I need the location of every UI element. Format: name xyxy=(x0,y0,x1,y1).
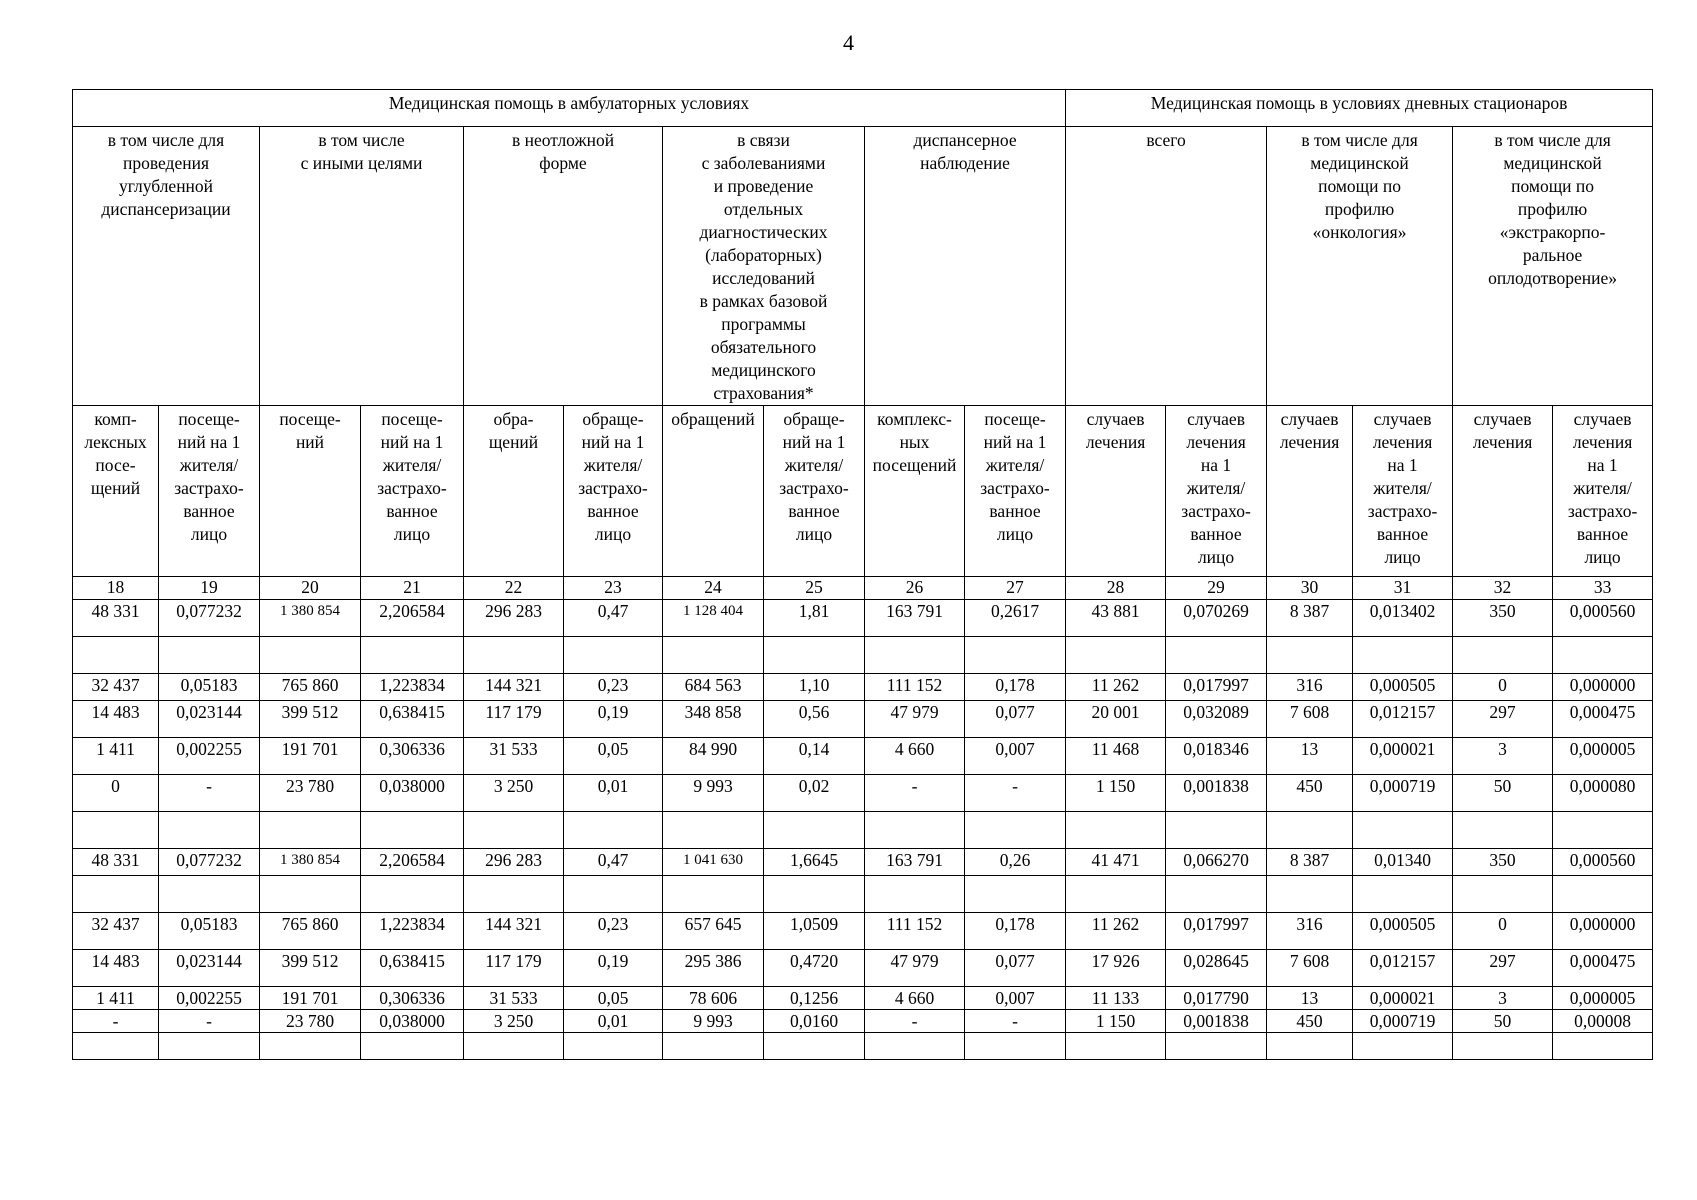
table-cell: 23 780 xyxy=(260,1010,361,1033)
table-cell: 0,178 xyxy=(965,674,1066,701)
table-cell: 0 xyxy=(1453,674,1553,701)
table-cell xyxy=(1353,812,1453,849)
table-cell: 0,000000 xyxy=(1553,913,1653,950)
table-cell: 117 179 xyxy=(464,950,564,987)
table-cell xyxy=(73,637,159,674)
table-cell xyxy=(865,637,965,674)
column-number: 23 xyxy=(564,577,663,600)
column-number: 20 xyxy=(260,577,361,600)
table-cell: 43 881 xyxy=(1066,600,1166,637)
table-cell xyxy=(1453,812,1553,849)
table-cell: 163 791 xyxy=(865,600,965,637)
table-cell: 0,05183 xyxy=(159,674,260,701)
unit-header: обра- щений xyxy=(464,406,564,577)
group-header: в неотложной форме xyxy=(464,127,663,406)
table-cell: 0,000005 xyxy=(1553,738,1653,775)
table-cell xyxy=(564,812,663,849)
table-row xyxy=(73,812,1653,849)
table-cell: 0,001838 xyxy=(1166,1010,1267,1033)
table-cell xyxy=(361,876,464,913)
table-cell: 84 990 xyxy=(663,738,764,775)
column-number: 27 xyxy=(965,577,1066,600)
table-cell: 47 979 xyxy=(865,950,965,987)
table-cell: 0,178 xyxy=(965,913,1066,950)
table-cell xyxy=(260,637,361,674)
table-row xyxy=(73,701,1653,738)
table-cell: 1,6645 xyxy=(764,849,865,876)
table-cell: 0,000475 xyxy=(1553,950,1653,987)
column-number: 30 xyxy=(1267,577,1353,600)
table-cell: 0,002255 xyxy=(159,987,260,1010)
table-cell: 0,038000 xyxy=(361,1010,464,1033)
table-cell: 1 128 404 xyxy=(663,600,764,637)
section-header-day-hospital: Медицинская помощь в условиях дневных стационаров xyxy=(1066,90,1653,127)
table-cell: 0,56 xyxy=(764,701,865,738)
column-number: 28 xyxy=(1066,577,1166,600)
column-number: 21 xyxy=(361,577,464,600)
table-row xyxy=(73,876,1653,913)
table-cell xyxy=(260,876,361,913)
column-number: 22 xyxy=(464,577,564,600)
table-cell: - xyxy=(865,775,965,812)
table-cell xyxy=(1267,1033,1353,1060)
unit-header: комплекс- ных посещений xyxy=(865,406,965,577)
table-cell: - xyxy=(159,775,260,812)
table-cell: 50 xyxy=(1453,1010,1553,1033)
table-cell: 23 780 xyxy=(260,775,361,812)
table-cell: - xyxy=(865,1010,965,1033)
table-cell xyxy=(159,876,260,913)
table-cell xyxy=(1453,876,1553,913)
table-cell xyxy=(663,876,764,913)
table-cell: 8 387 xyxy=(1267,600,1353,637)
table-cell: 0,000560 xyxy=(1553,849,1653,876)
table-cell: 297 xyxy=(1453,950,1553,987)
table-cell: 0,19 xyxy=(564,701,663,738)
table-cell: 0,000719 xyxy=(1353,775,1453,812)
table-cell: 684 563 xyxy=(663,674,764,701)
unit-header: обраще- ний на 1 жителя/ застрахо- ванное лицо xyxy=(764,406,865,577)
table-cell: 0,000475 xyxy=(1553,701,1653,738)
table-cell xyxy=(965,812,1066,849)
table-cell: 0,023144 xyxy=(159,950,260,987)
table-cell: 0,05 xyxy=(564,987,663,1010)
table-cell: 0,000005 xyxy=(1553,987,1653,1010)
table-cell: 0,000000 xyxy=(1553,674,1653,701)
group-header: в связи с заболеваниями и проведение отдельных диагностических (лабораторных) исследований в рамках базовой программы обязательного медицинского страхования* xyxy=(663,127,865,406)
table-cell: 1 041 630 xyxy=(663,849,764,876)
unit-header: посеще- ний xyxy=(260,406,361,577)
table-cell: 13 xyxy=(1267,738,1353,775)
table-cell: 1,223834 xyxy=(361,674,464,701)
table-cell xyxy=(361,637,464,674)
table-cell: 111 152 xyxy=(865,913,965,950)
table-cell xyxy=(1453,1033,1553,1060)
table-cell: 191 701 xyxy=(260,987,361,1010)
table-cell xyxy=(260,1033,361,1060)
table-cell: 450 xyxy=(1267,1010,1353,1033)
table-cell: 0,47 xyxy=(564,600,663,637)
table-cell xyxy=(764,1033,865,1060)
table-cell xyxy=(1166,876,1267,913)
table-cell: 14 483 xyxy=(73,701,159,738)
table-cell xyxy=(1353,637,1453,674)
table-cell: 0,23 xyxy=(564,674,663,701)
unit-header-row xyxy=(73,406,1653,577)
table-cell xyxy=(73,812,159,849)
table-cell: 1,81 xyxy=(764,600,865,637)
table-cell: 48 331 xyxy=(73,600,159,637)
table-cell xyxy=(663,637,764,674)
table-cell: 0,000505 xyxy=(1353,674,1453,701)
table-cell: 47 979 xyxy=(865,701,965,738)
table-cell: - xyxy=(965,1010,1066,1033)
column-number: 24 xyxy=(663,577,764,600)
table-cell: 3 xyxy=(1453,738,1553,775)
table-cell: 9 993 xyxy=(663,1010,764,1033)
table-cell: 163 791 xyxy=(865,849,965,876)
table-cell: 0,077 xyxy=(965,950,1066,987)
unit-header: случаев лечения xyxy=(1066,406,1166,577)
column-number: 19 xyxy=(159,577,260,600)
section-header-row xyxy=(73,90,1653,127)
unit-header: случаев лечения на 1 жителя/ застрахо- ванное лицо xyxy=(1166,406,1267,577)
table-cell xyxy=(1553,637,1653,674)
table-cell: 0,05183 xyxy=(159,913,260,950)
table-cell: 0,638415 xyxy=(361,950,464,987)
table-cell: 0,19 xyxy=(564,950,663,987)
data-table xyxy=(72,89,1653,1060)
column-number: 32 xyxy=(1453,577,1553,600)
table-cell: 3 250 xyxy=(464,775,564,812)
table-cell: 0,013402 xyxy=(1353,600,1453,637)
table-cell: 41 471 xyxy=(1066,849,1166,876)
table-cell xyxy=(564,876,663,913)
group-header: в том числе для медицинской помощи по профилю «онкология» xyxy=(1267,127,1453,406)
table-cell: 0,002255 xyxy=(159,738,260,775)
table-cell: 7 608 xyxy=(1267,701,1353,738)
unit-header: случаев лечения xyxy=(1267,406,1353,577)
table-cell xyxy=(1553,876,1653,913)
column-number: 29 xyxy=(1166,577,1267,600)
column-number: 18 xyxy=(73,577,159,600)
table-cell: 8 387 xyxy=(1267,849,1353,876)
table-cell xyxy=(1267,876,1353,913)
table-cell: 32 437 xyxy=(73,913,159,950)
table-cell: 765 860 xyxy=(260,674,361,701)
table-cell xyxy=(464,1033,564,1060)
table-cell: 3 xyxy=(1453,987,1553,1010)
table-cell: 0,14 xyxy=(764,738,865,775)
table-cell: 399 512 xyxy=(260,701,361,738)
table-cell: 316 xyxy=(1267,913,1353,950)
table-row xyxy=(73,674,1653,701)
table-cell xyxy=(764,812,865,849)
unit-header: посеще- ний на 1 жителя/ застрахо- ванное лицо xyxy=(159,406,260,577)
table-cell xyxy=(965,1033,1066,1060)
table-cell: 1 380 854 xyxy=(260,849,361,876)
table-cell xyxy=(965,637,1066,674)
table-cell: 0,017790 xyxy=(1166,987,1267,1010)
table-cell xyxy=(764,637,865,674)
table-cell xyxy=(663,1033,764,1060)
group-header: в том числе для проведения углубленной диспансеризации xyxy=(73,127,260,406)
table-cell: 20 001 xyxy=(1066,701,1166,738)
unit-header: обраще- ний на 1 жителя/ застрахо- ванное лицо xyxy=(564,406,663,577)
table-cell xyxy=(1267,637,1353,674)
table-cell: 399 512 xyxy=(260,950,361,987)
table-cell: 765 860 xyxy=(260,913,361,950)
group-header-row xyxy=(73,127,1653,406)
column-number: 25 xyxy=(764,577,865,600)
table-cell xyxy=(1453,637,1553,674)
table-cell xyxy=(764,876,865,913)
table-cell xyxy=(1066,812,1166,849)
table-cell: 0,306336 xyxy=(361,987,464,1010)
table-cell: 1,0509 xyxy=(764,913,865,950)
table-row xyxy=(73,1010,1653,1033)
table-cell: 0,066270 xyxy=(1166,849,1267,876)
table-cell: 0,017997 xyxy=(1166,913,1267,950)
table-cell xyxy=(663,812,764,849)
table-cell: 0,012157 xyxy=(1353,701,1453,738)
table-cell: 11 262 xyxy=(1066,913,1166,950)
table-cell: 0,070269 xyxy=(1166,600,1267,637)
table-cell: 0,023144 xyxy=(159,701,260,738)
table-cell: 0,077 xyxy=(965,701,1066,738)
table-cell: 2,206584 xyxy=(361,849,464,876)
table-cell xyxy=(464,812,564,849)
table-cell: 0,01340 xyxy=(1353,849,1453,876)
table-cell: 0,2617 xyxy=(965,600,1066,637)
table-cell xyxy=(1166,812,1267,849)
table-cell: 117 179 xyxy=(464,701,564,738)
table-cell: 0,0160 xyxy=(764,1010,865,1033)
table-cell: 0,23 xyxy=(564,913,663,950)
table-cell: 0,05 xyxy=(564,738,663,775)
table-cell: 0,001838 xyxy=(1166,775,1267,812)
table-cell xyxy=(159,1033,260,1060)
table-cell: 0,007 xyxy=(965,738,1066,775)
table-cell: 0 xyxy=(73,775,159,812)
table-cell: 1 411 xyxy=(73,987,159,1010)
table-cell xyxy=(361,812,464,849)
group-header: в том числе для медицинской помощи по профилю «экстракорпо- ральное оплодотворение» xyxy=(1453,127,1653,406)
table-cell: 9 993 xyxy=(663,775,764,812)
unit-header: посеще- ний на 1 жителя/ застрахо- ванное лицо xyxy=(361,406,464,577)
table-row xyxy=(73,1033,1653,1060)
table-cell: 316 xyxy=(1267,674,1353,701)
table-cell: 0,01 xyxy=(564,1010,663,1033)
table-row xyxy=(73,987,1653,1010)
table-cell xyxy=(361,1033,464,1060)
table-cell: - xyxy=(73,1010,159,1033)
table-cell: 2,206584 xyxy=(361,600,464,637)
table-cell: 11 133 xyxy=(1066,987,1166,1010)
table-cell: 0,077232 xyxy=(159,600,260,637)
unit-header: случаев лечения xyxy=(1453,406,1553,577)
table-cell: 0,032089 xyxy=(1166,701,1267,738)
column-number: 31 xyxy=(1353,577,1453,600)
table-cell: 11 468 xyxy=(1066,738,1166,775)
table-cell xyxy=(73,1033,159,1060)
table-cell: 7 608 xyxy=(1267,950,1353,987)
table-cell: - xyxy=(965,775,1066,812)
group-header: диспансерное наблюдение xyxy=(865,127,1066,406)
table-cell xyxy=(260,812,361,849)
table-cell: 0,000021 xyxy=(1353,987,1453,1010)
table-cell xyxy=(564,1033,663,1060)
table-row xyxy=(73,849,1653,876)
table-cell: 1 411 xyxy=(73,738,159,775)
table-cell: 0,012157 xyxy=(1353,950,1453,987)
table-cell xyxy=(159,812,260,849)
table-cell: 0,018346 xyxy=(1166,738,1267,775)
page-number: 4 xyxy=(843,30,854,55)
table-cell: 48 331 xyxy=(73,849,159,876)
table-cell: 0,000080 xyxy=(1553,775,1653,812)
table-cell: 0,00008 xyxy=(1553,1010,1653,1033)
table-cell: 0 xyxy=(1453,913,1553,950)
table-cell xyxy=(1267,812,1353,849)
table-cell: 0,638415 xyxy=(361,701,464,738)
table-cell xyxy=(865,812,965,849)
table-cell xyxy=(159,637,260,674)
section-header-ambulatory: Медицинская помощь в амбулаторных условиях xyxy=(73,90,1066,127)
table-cell: 0,000560 xyxy=(1553,600,1653,637)
table-cell xyxy=(1066,876,1166,913)
table-row xyxy=(73,637,1653,674)
table-cell: 1 150 xyxy=(1066,1010,1166,1033)
table-cell: 350 xyxy=(1453,600,1553,637)
table-cell: 0,26 xyxy=(965,849,1066,876)
table-cell: 296 283 xyxy=(464,849,564,876)
table-cell: 0,02 xyxy=(764,775,865,812)
unit-header: обращений xyxy=(663,406,764,577)
table-cell: 78 606 xyxy=(663,987,764,1010)
table-cell: 0,017997 xyxy=(1166,674,1267,701)
table-cell: 0,01 xyxy=(564,775,663,812)
table-cell: 4 660 xyxy=(865,738,965,775)
table-cell: 0,028645 xyxy=(1166,950,1267,987)
table-cell: 0,000021 xyxy=(1353,738,1453,775)
table-cell: 144 321 xyxy=(464,674,564,701)
table-cell xyxy=(965,876,1066,913)
table-cell xyxy=(1553,812,1653,849)
table-row xyxy=(73,600,1653,637)
table-cell: 296 283 xyxy=(464,600,564,637)
table-cell: 0,1256 xyxy=(764,987,865,1010)
table-cell: 111 152 xyxy=(865,674,965,701)
table-row xyxy=(73,775,1653,812)
table-row xyxy=(73,950,1653,987)
table-cell: 1 150 xyxy=(1066,775,1166,812)
table-cell: 657 645 xyxy=(663,913,764,950)
table-cell: 450 xyxy=(1267,775,1353,812)
table-cell: 0,007 xyxy=(965,987,1066,1010)
table-cell: 348 858 xyxy=(663,701,764,738)
table-cell: 144 321 xyxy=(464,913,564,950)
unit-header: случаев лечения на 1 жителя/ застрахо- ванное лицо xyxy=(1353,406,1453,577)
table-row xyxy=(73,738,1653,775)
table-row xyxy=(73,913,1653,950)
group-header: всего xyxy=(1066,127,1267,406)
table-cell xyxy=(1066,1033,1166,1060)
table-cell: 191 701 xyxy=(260,738,361,775)
table-cell: 31 533 xyxy=(464,738,564,775)
table-cell: 0,4720 xyxy=(764,950,865,987)
table-cell: 3 250 xyxy=(464,1010,564,1033)
table-cell: 11 262 xyxy=(1066,674,1166,701)
table-cell xyxy=(1066,637,1166,674)
table-cell: - xyxy=(159,1010,260,1033)
table-cell: 1,10 xyxy=(764,674,865,701)
table-cell: 0,000719 xyxy=(1353,1010,1453,1033)
table-cell xyxy=(1353,876,1453,913)
unit-header: комп- лексных посе- щений xyxy=(73,406,159,577)
table-cell xyxy=(865,876,965,913)
table-cell: 0,306336 xyxy=(361,738,464,775)
unit-header: посеще- ний на 1 жителя/ застрахо- ванное лицо xyxy=(965,406,1066,577)
table-cell: 31 533 xyxy=(464,987,564,1010)
table-cell: 350 xyxy=(1453,849,1553,876)
table-cell xyxy=(1553,1033,1653,1060)
table-cell xyxy=(464,876,564,913)
table-cell: 32 437 xyxy=(73,674,159,701)
table-cell: 1 380 854 xyxy=(260,600,361,637)
table-cell xyxy=(464,637,564,674)
group-header: в том числе с иными целями xyxy=(260,127,464,406)
table-cell: 0,47 xyxy=(564,849,663,876)
table-cell xyxy=(1166,637,1267,674)
table-cell xyxy=(865,1033,965,1060)
table-cell: 0,077232 xyxy=(159,849,260,876)
table-cell: 13 xyxy=(1267,987,1353,1010)
table-cell xyxy=(564,637,663,674)
table-cell: 295 386 xyxy=(663,950,764,987)
table-cell: 17 926 xyxy=(1066,950,1166,987)
table-cell xyxy=(1166,1033,1267,1060)
table-cell: 14 483 xyxy=(73,950,159,987)
column-number: 33 xyxy=(1553,577,1653,600)
table-cell: 0,038000 xyxy=(361,775,464,812)
table-cell xyxy=(1353,1033,1453,1060)
table-cell: 1,223834 xyxy=(361,913,464,950)
table-cell: 4 660 xyxy=(865,987,965,1010)
table-cell: 297 xyxy=(1453,701,1553,738)
column-number-row xyxy=(73,577,1653,600)
column-number: 26 xyxy=(865,577,965,600)
table-cell: 50 xyxy=(1453,775,1553,812)
table-cell: 0,000505 xyxy=(1353,913,1453,950)
table-cell xyxy=(73,876,159,913)
unit-header: случаев лечения на 1 жителя/ застрахо- ванное лицо xyxy=(1553,406,1653,577)
